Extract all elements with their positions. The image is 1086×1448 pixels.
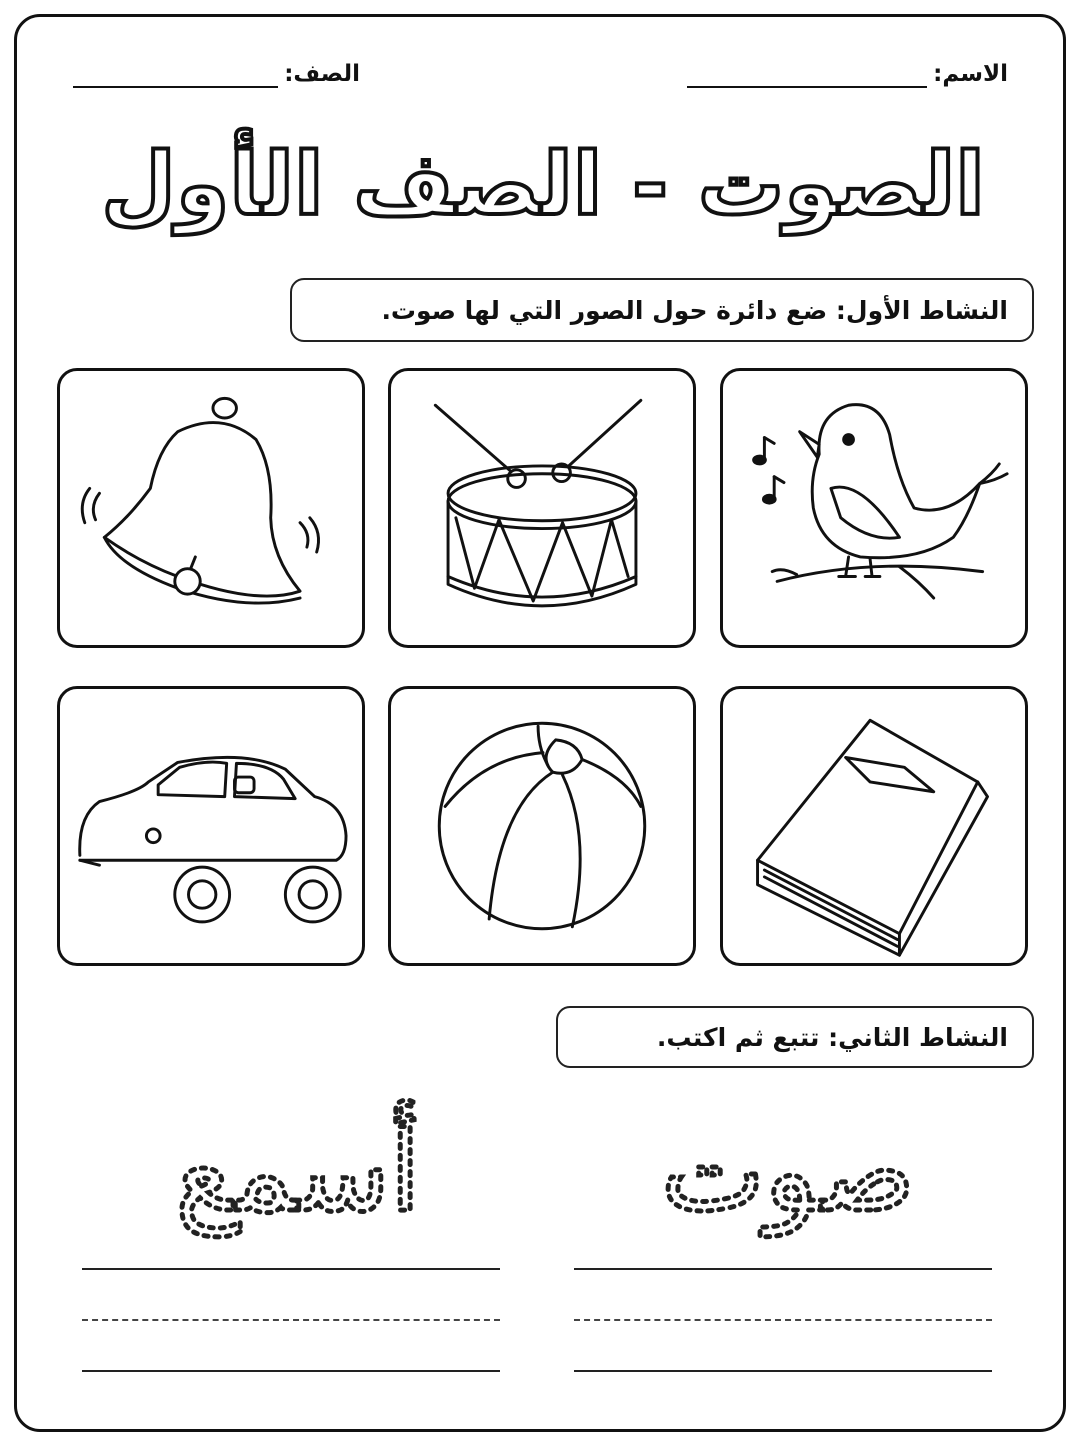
bird-icon — [723, 371, 1025, 645]
bell-icon — [60, 371, 362, 645]
name-answer-line[interactable] — [687, 58, 927, 88]
writing-line-middle — [82, 1319, 500, 1321]
writing-line-bottom[interactable] — [574, 1370, 992, 1372]
writing-line-bottom[interactable] — [82, 1370, 500, 1372]
writing-line-middle — [574, 1319, 992, 1321]
book-icon — [723, 689, 1025, 963]
class-label: الصف: — [284, 61, 360, 87]
picture-card-car[interactable] — [57, 686, 365, 966]
name-label: الاسم: — [933, 61, 1008, 87]
picture-card-book[interactable] — [720, 686, 1028, 966]
class-answer-line[interactable] — [73, 58, 278, 88]
activity2-instruction: النشاط الثاني: تتبع ثم اكتب. — [556, 1006, 1034, 1068]
picture-card-drum[interactable] — [388, 368, 696, 648]
picture-card-bird[interactable] — [720, 368, 1028, 648]
trace-word-1[interactable] — [578, 1090, 998, 1260]
trace-word-2[interactable] — [88, 1090, 508, 1260]
picture-card-ball[interactable] — [388, 686, 696, 966]
trace-word-2-text: أسمع — [175, 1108, 421, 1236]
trace-word-1-text: صوت — [661, 1108, 915, 1236]
page-title: الصوت - الصف الأول — [101, 135, 985, 235]
name-field — [687, 58, 1008, 88]
writing-line-top[interactable] — [82, 1268, 500, 1270]
picture-card-bell[interactable] — [57, 368, 365, 648]
car-icon — [60, 689, 362, 963]
activity1-instruction: النشاط الأول: ضع دائرة حول الصور التي لها صوت. — [290, 278, 1034, 342]
writing-line-top[interactable] — [574, 1268, 992, 1270]
drum-icon — [391, 371, 693, 645]
ball-icon — [391, 689, 693, 963]
class-field — [73, 58, 360, 88]
